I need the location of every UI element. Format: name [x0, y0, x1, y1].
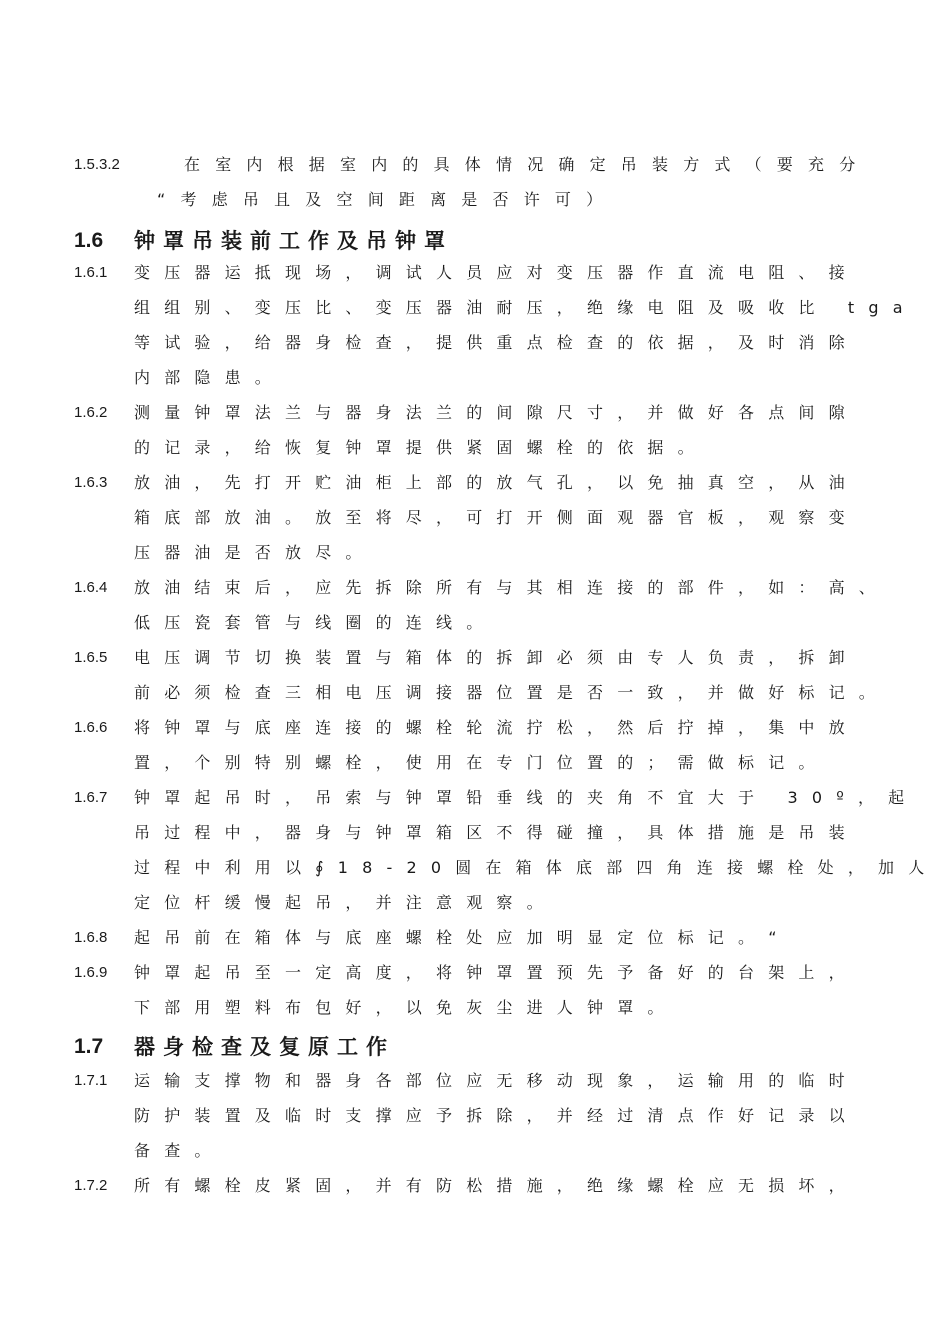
- clause-number: 1.6.7: [74, 789, 108, 806]
- line-text: 起吊前在箱体与底座螺栓处应加明显定位标记。“: [134, 928, 791, 947]
- section-heading: [0, 1028, 950, 1063]
- paragraph-line: [0, 850, 950, 885]
- line-text: 放油结束后，应先拆除所有与其相连接的部件，如：高、: [134, 578, 890, 597]
- paragraph-line: [0, 1133, 950, 1168]
- line-text: 压器油是否放尽。: [134, 543, 376, 562]
- paragraph-line: [0, 1098, 950, 1133]
- paragraph-line: [0, 255, 950, 290]
- paragraph-line: [0, 182, 950, 217]
- paragraph-line: [0, 325, 950, 360]
- line-text: 置，个别特别螺栓，使用在专门位置的；需做标记。: [134, 753, 829, 772]
- line-text: 低压瓷套管与线圈的连线。: [134, 613, 497, 632]
- paragraph-line: [0, 675, 950, 710]
- clause-number: 1.6.4: [74, 579, 108, 596]
- paragraph-line: [0, 465, 950, 500]
- paragraph-line: [0, 920, 950, 955]
- line-text: 备查。: [134, 1141, 225, 1160]
- paragraph-line: [0, 710, 950, 745]
- clause-number: 1.6.8: [74, 929, 108, 946]
- line-text: 所有螺栓皮紧固，并有防松措施，绝缘螺栓应无损坏，: [134, 1176, 859, 1195]
- line-text: 在室内根据室内的具体情况确定吊装方式（要充分: [184, 155, 871, 174]
- paragraph-line: [0, 885, 950, 920]
- paragraph-line: [0, 640, 950, 675]
- line-text: 箱底部放油。放至将尽，可打开侧面观器官板，观察变: [134, 508, 859, 527]
- clause-number: 1.6.3: [74, 474, 108, 491]
- paragraph-line: [0, 745, 950, 780]
- line-text: 的记录，给恢复钟罩提供紧固螺栓的依据。: [134, 438, 708, 457]
- clause-number: 1.6.9: [74, 964, 108, 981]
- line-text: 变压器运抵现场，调试人员应对变压器作直流电阻、接: [134, 263, 859, 282]
- line-text: 将钟罩与底座连接的螺栓轮流拧松，然后拧掉，集中放: [134, 718, 859, 737]
- paragraph-line: [0, 500, 950, 535]
- paragraph-line: [0, 605, 950, 640]
- line-text: 过程中利用以∮18-20圆在箱体底部四角连接螺栓处，加人: [134, 858, 939, 877]
- clause-number: 1.6.2: [74, 404, 108, 421]
- line-text: 放油，先打开贮油柜上部的放气孔，以免抽真空，从油: [134, 473, 859, 492]
- paragraph-line: [0, 1168, 950, 1203]
- paragraph-line: [0, 395, 950, 430]
- line-text: 内部隐患。: [134, 368, 286, 387]
- heading-text: 钟罩吊装前工作及吊钟罩: [134, 229, 453, 253]
- paragraph-line: [0, 290, 950, 325]
- paragraph-line: [0, 1063, 950, 1098]
- line-text: 组组别、变压比、变压器油耐压，绝缘电阻及吸收比 tga: [134, 298, 917, 317]
- line-text: 防护装置及临时支撑应予拆除，并经过清点作好记录以: [134, 1106, 859, 1125]
- clause-number: 1.5.3.2: [74, 156, 120, 173]
- paragraph-line: [0, 815, 950, 850]
- heading-number: 1.6: [74, 229, 104, 252]
- clause-number: 1.6.6: [74, 719, 108, 736]
- paragraph-line: [0, 955, 950, 990]
- line-text: 前必须检查三相电压调接器位置是否一致，并做好标记。: [134, 683, 890, 702]
- paragraph-line: [0, 535, 950, 570]
- line-text: “考虑吊且及空间距离是否许可）: [157, 190, 618, 209]
- line-text: 定位杆缓慢起吊，并注意观察。: [134, 893, 557, 912]
- paragraph-line: [0, 780, 950, 815]
- paragraph-line: [0, 570, 950, 605]
- line-text: 测量钟罩法兰与器身法兰的间隙尺寸，并做好各点间隙: [134, 403, 859, 422]
- line-text: 等试验，给器身检查，提供重点检查的依据，及时消除: [134, 333, 859, 352]
- clause-number: 1.7.2: [74, 1177, 108, 1194]
- line-text: 电压调节切换装置与箱体的拆卸必须由专人负责，拆卸: [134, 648, 859, 667]
- clause-number: 1.6.5: [74, 649, 108, 666]
- paragraph-line: [0, 990, 950, 1025]
- line-text: 钟罩起吊时，吊索与钟罩铅垂线的夹角不宜大于 30º，起: [134, 788, 919, 807]
- paragraph-line: [0, 147, 950, 182]
- paragraph-line: [0, 430, 950, 465]
- section-heading: [0, 222, 950, 257]
- heading-number: 1.7: [74, 1035, 104, 1058]
- line-text: 运输支撑物和器身各部位应无移动现象，运输用的临时: [134, 1071, 859, 1090]
- clause-number: 1.7.1: [74, 1072, 108, 1089]
- line-text: 吊过程中，器身与钟罩箱区不得碰撞，具体措施是吊装: [134, 823, 859, 842]
- heading-text: 器身检查及复原工作: [134, 1035, 395, 1059]
- line-text: 下部用塑料布包好，以免灰尘进人钟罩。: [134, 998, 678, 1017]
- line-text: 钟罩起吊至一定高度，将钟罩置预先予备好的台架上，: [134, 963, 859, 982]
- clause-number: 1.6.1: [74, 264, 108, 281]
- paragraph-line: [0, 360, 950, 395]
